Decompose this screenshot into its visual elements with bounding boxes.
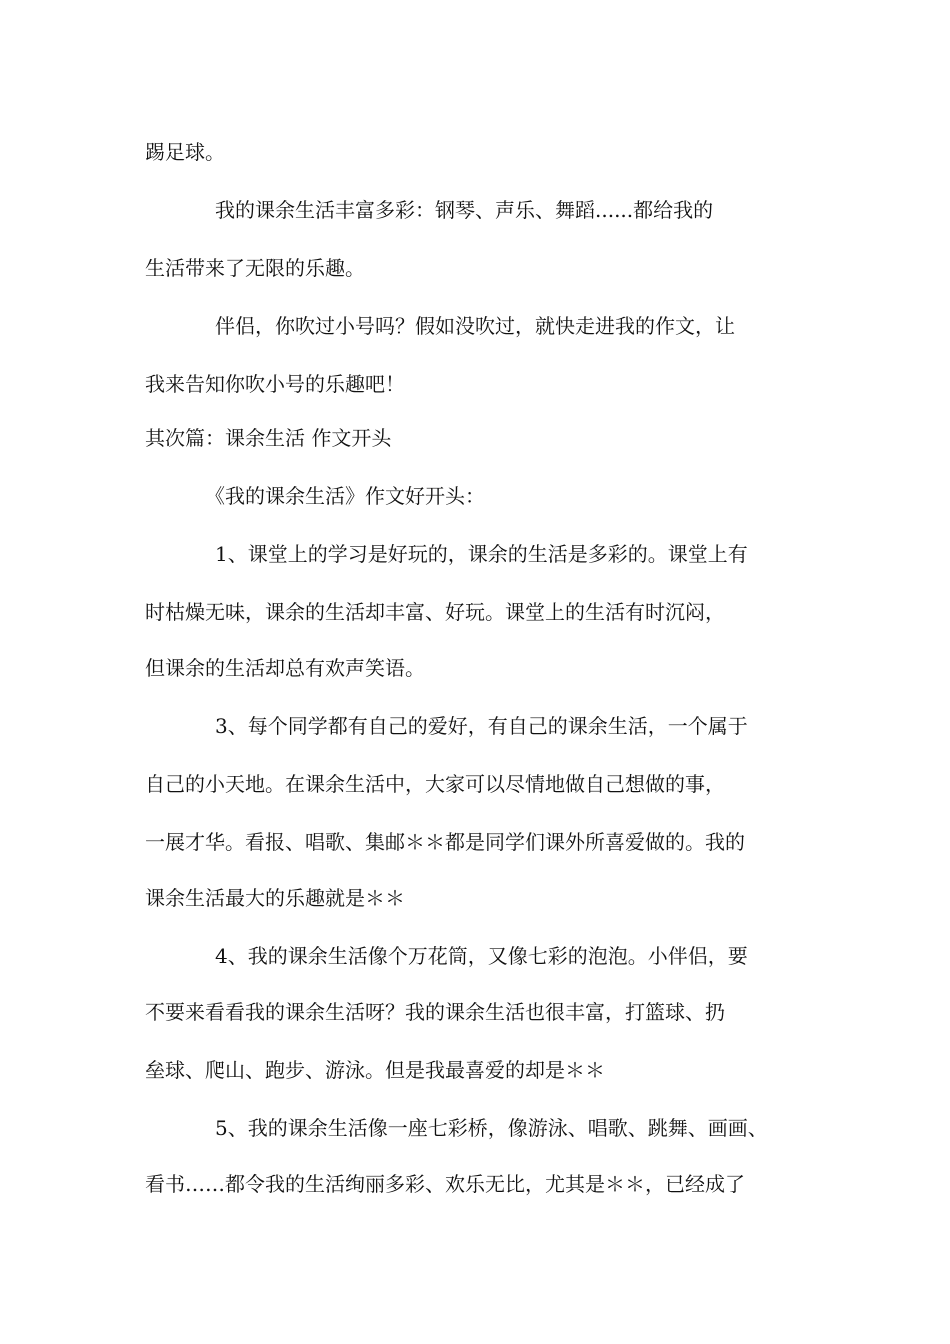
text-line: 垒球、爬山、跑步、游泳。但是我最喜爱的却是＊＊ (145, 1058, 605, 1082)
text-line: 踢足球。 (145, 140, 225, 164)
text-line: 1、课堂上的学习是好玩的，课余的生活是多彩的。课堂上有 (215, 542, 748, 566)
text-line: 3、每个同学都有自己的爱好，有自己的课余生活，一个属于 (215, 714, 748, 738)
text-line: 看书……都令我的生活绚丽多彩、欢乐无比，尤其是＊＊，已经成了 (145, 1172, 745, 1196)
section-heading: 其次篇：课余生活 作文开头 (145, 426, 392, 450)
text-line: 课余生活最大的乐趣就是＊＊ (145, 886, 405, 910)
text-line: 我来告知你吹小号的乐趣吧！ (145, 372, 405, 396)
text-line: 5、我的课余生活像一座七彩桥，像游泳、唱歌、跳舞、画画、 (215, 1116, 768, 1140)
text-line: 生活带来了无限的乐趣。 (145, 256, 365, 280)
text-line: 不要来看看我的课余生活呀？我的课余生活也很丰富，打篮球、扔 (145, 1000, 725, 1024)
text-line: 时枯燥无味，课余的生活却丰富、好玩。课堂上的生活有时沉闷， (145, 600, 725, 624)
text-line: 一展才华。看报、唱歌、集邮＊＊都是同学们课外所喜爱做的。我的 (145, 830, 745, 854)
text-line: 但课余的生活却总有欢声笑语。 (145, 656, 425, 680)
text-line: 我的课余生活丰富多彩：钢琴、声乐、舞蹈......都给我的 (215, 198, 714, 222)
text-line: 《我的课余生活》作文好开头： (205, 484, 485, 508)
text-line: 4、我的课余生活像个万花筒，又像七彩的泡泡。小伴侣，要 (215, 944, 748, 968)
text-line: 自己的小天地。在课余生活中，大家可以尽情地做自己想做的事， (145, 772, 725, 796)
text-line: 伴侣，你吹过小号吗？假如没吹过，就快走进我的作文，让 (215, 314, 735, 338)
